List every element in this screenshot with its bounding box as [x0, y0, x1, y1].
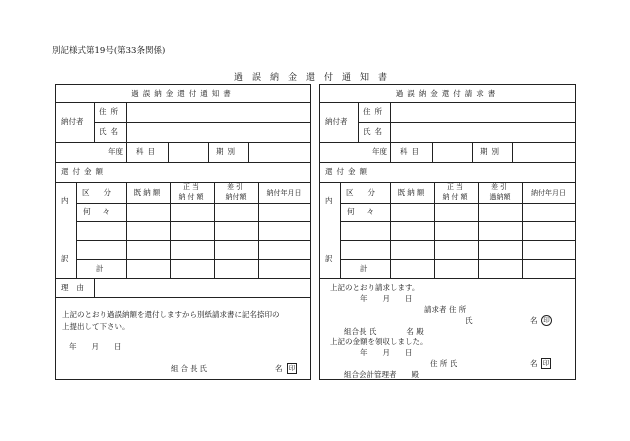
receiver-address-name: 住 所 氏	[430, 359, 458, 368]
address-label: 住所	[363, 107, 386, 116]
reason-label: 理由	[61, 283, 92, 292]
breakdown-label-top: 内	[61, 196, 69, 205]
name-label: 氏名	[363, 127, 386, 136]
row-total: 計	[96, 264, 104, 273]
row-item: 何々	[83, 207, 122, 216]
breakdown-label-bottom: 訳	[325, 254, 333, 263]
receiver-name-suffix: 名	[530, 359, 538, 368]
fiscal-year-label: 年度	[372, 147, 387, 156]
col-correct-1: 正当	[447, 183, 465, 191]
row-item: 何々	[347, 207, 386, 216]
col-date: 納付年月日	[266, 189, 302, 197]
refund-request-panel	[319, 84, 576, 380]
request-date: 年 月 日	[360, 294, 413, 303]
category-label: 期別	[216, 147, 239, 156]
refund-amount-label: 還付金額	[61, 167, 107, 176]
received-line: 上記の金額を領収しました。	[330, 337, 428, 346]
claimant-address: 請求者 住 所	[424, 305, 467, 314]
item-label: 科目	[136, 147, 159, 156]
request-title: 過誤納金還付請求書	[395, 89, 500, 98]
refund-notice-panel	[55, 84, 311, 380]
received-date: 年 月 日	[360, 348, 413, 357]
name-label: 氏名	[99, 127, 122, 136]
col-correct-2: 納付額	[178, 193, 206, 201]
address-label: 住所	[99, 107, 122, 116]
col-diff-1: 差引	[227, 183, 245, 191]
payer-label: 納付者	[325, 117, 348, 126]
claimant-name-2: 名	[530, 316, 538, 325]
col-correct-1: 正当	[183, 183, 201, 191]
breakdown-label-bottom: 訳	[61, 254, 69, 263]
document-title: 過誤納金還付通知書	[233, 73, 396, 83]
notice-line-2: 上提出して下さい。	[62, 322, 130, 331]
seal-icon: 印	[542, 359, 550, 367]
claimant-name-1: 氏	[465, 316, 473, 325]
row-total: 計	[360, 264, 368, 273]
col-division: 区分	[346, 188, 389, 197]
item-label: 科目	[400, 147, 423, 156]
form-reference: 別記様式第19号(第33条関係)	[52, 46, 166, 56]
fiscal-year-label: 年度	[108, 147, 123, 156]
notice-title: 過誤納金還付通知書	[131, 89, 235, 98]
col-diff-2: 納付額	[225, 193, 247, 201]
union-head: 組合長氏	[171, 364, 209, 373]
col-paid: 既納額	[397, 188, 427, 197]
col-diff-2: 過納額	[489, 193, 511, 201]
union-head-addressee: 組合長 氏 名 殿	[344, 327, 424, 336]
request-line: 上記のとおり請求します。	[330, 283, 420, 292]
notice-line-1: 上記のとおり過誤納額を還付しますから別紙請求書に記名捺印の	[62, 310, 280, 319]
refund-amount-label: 還付金額	[325, 167, 371, 176]
breakdown-label-top: 内	[325, 196, 333, 205]
notice-date: 年 月 日	[69, 342, 122, 351]
payer-label: 納付者	[61, 117, 84, 126]
col-correct-2: 納付額	[442, 193, 470, 201]
name-suffix: 名	[275, 364, 283, 373]
col-division: 区分	[82, 188, 125, 197]
treasurer-addressee: 組合会計管理者 殿	[344, 370, 419, 379]
col-diff-1: 差引	[491, 183, 509, 191]
seal-icon: 印	[288, 364, 296, 372]
round-seal-icon: 印	[541, 315, 552, 326]
col-paid: 既納額	[133, 188, 163, 197]
col-date: 納付年月日	[531, 189, 566, 197]
category-label: 期別	[480, 147, 503, 156]
